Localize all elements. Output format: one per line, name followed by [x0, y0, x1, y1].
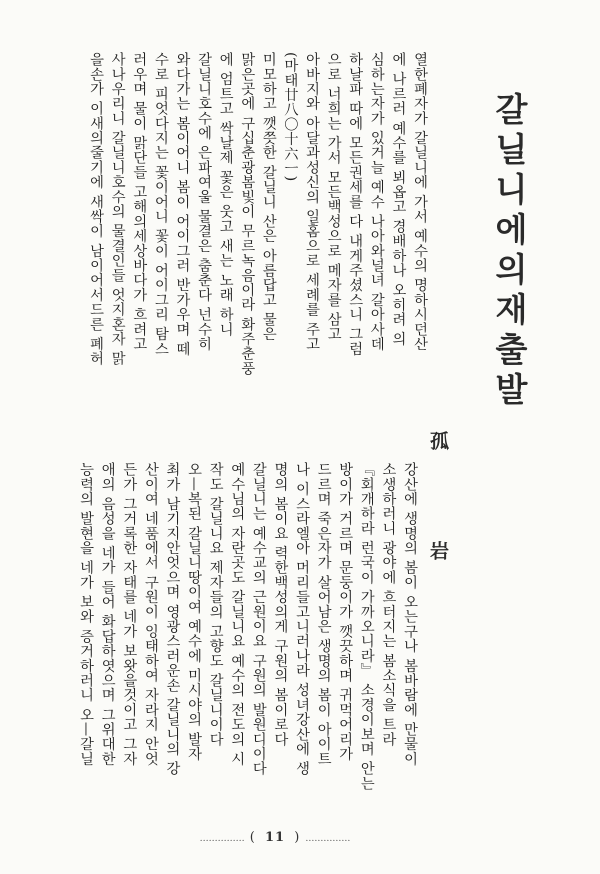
- text-column: 에 나르러 예수를 뵈옵고 경배하나 오히려 의: [390, 52, 407, 347]
- text-column: 『회개하라 런국이 가까오니라』 소경이보며 안는: [358, 462, 375, 791]
- scripture-reference: (마태廿八〇十六ㅡ): [282, 52, 299, 182]
- text-column: 와다가는 봄이어니 봄이 어이그러 반가우며 떼: [174, 52, 191, 357]
- text-column: 을손가 이새의줄기에 새싹이 남이어서드른 폐허: [88, 52, 105, 366]
- text-column: 강산에 생명의 봄이 오는구나 봄바람에 만물이: [402, 462, 418, 767]
- text-column: 아바지와 아달과성신의 일홈으로 세례를 주고: [304, 52, 321, 352]
- text-column: 갈닐니는 예수교의 근원이요 구원의 발원디이다: [250, 462, 267, 776]
- text-column: 나 이스라엘아 머리들고니러나라 성녀강산에 생: [294, 462, 311, 776]
- text-column: 심하는자가 있거늘 예수 나아와널녀 갈아사데: [368, 52, 385, 352]
- page-number-footer: [0, 830, 550, 845]
- text-column: 능력의 발현을 네가 보와 증거하러니 오—갈닐: [78, 462, 95, 767]
- text-column: 갈닐니호수에 은파여울 물결은 춤춘다 넌수히: [196, 52, 213, 352]
- text-column: 으로 너희는 가서 모든백성으로 메자를 삼고: [325, 52, 342, 342]
- leader-dots-right: ……………: [305, 834, 351, 844]
- text-column: 사나우리니 갈닐니호수의 물결인들 엇지혼자 맑: [109, 52, 126, 366]
- text-column: 열한폐자가 갈닐니에 가서 예수의 명하시던산: [412, 52, 428, 352]
- text-column: 명의 봄이요 력한백성의게 구원의 봄이로다: [272, 462, 289, 747]
- paren-open: (: [249, 830, 256, 845]
- text-column: 수로 피엇다지는 꽃이어니 꽃이 어이그리 탐스: [152, 52, 169, 357]
- text-column: 맑은곳에 구십춘광봄빛이 무르녹음이라 화주춘풍: [239, 52, 256, 376]
- text-column: 산이여 네품에서 구원이 잉태하여 자라지 안엇: [142, 462, 159, 767]
- text-column: 러우며 물이 맑단들 고해의세상바다가 흐려고: [131, 52, 148, 352]
- text-column: 방이가 거르며 문둥이가 깻끗하며 귀먹어리가: [337, 462, 354, 762]
- paren-close: ): [294, 830, 301, 845]
- leader-dots-left: ……………: [199, 834, 245, 844]
- article-body-upper: [46, 52, 430, 424]
- page-number: 11: [264, 830, 286, 845]
- text-column: 오—복된 갈닐니땅이여 예수에 미시야의 발자: [186, 462, 203, 762]
- text-column: 든가 그거록한 자태를 네가 보왓을것이고 그자: [121, 462, 138, 767]
- text-column: 에 엄트고 싹날제 꽃은 웃고 새는 노래 하니: [217, 52, 234, 337]
- text-column: 소생하러니 광야에 흐터지는 봄소식을 트라: [380, 462, 397, 747]
- article-author: 孤 岩: [427, 431, 449, 602]
- article-title: 갈닐니에의재출발: [490, 92, 529, 412]
- text-column: 미모하고 깻쯧한 갈닐니 산은 아름답고 물은: [260, 52, 277, 342]
- text-column: 최가 남기지안엇으며 영광스러운손 갈닐니의 강: [164, 462, 181, 776]
- text-column: 드르며 죽은자가 살어남은 생명의 봄이 아이트: [315, 462, 332, 767]
- article-body-lower: [47, 462, 420, 834]
- text-column: 애의 음성을 네가 들어 화답하엿으며 그위대한: [99, 462, 116, 767]
- text-column: 예수님의 자란곳도 갈닐니요 예수의 전도의 시: [229, 462, 246, 767]
- text-column: 하날파 따에 모든권세를 다 내게주셨스니 그럼: [347, 52, 364, 357]
- text-column: 작도 갈닐니요 제자들의 고향도 갈닐니이다: [207, 462, 224, 747]
